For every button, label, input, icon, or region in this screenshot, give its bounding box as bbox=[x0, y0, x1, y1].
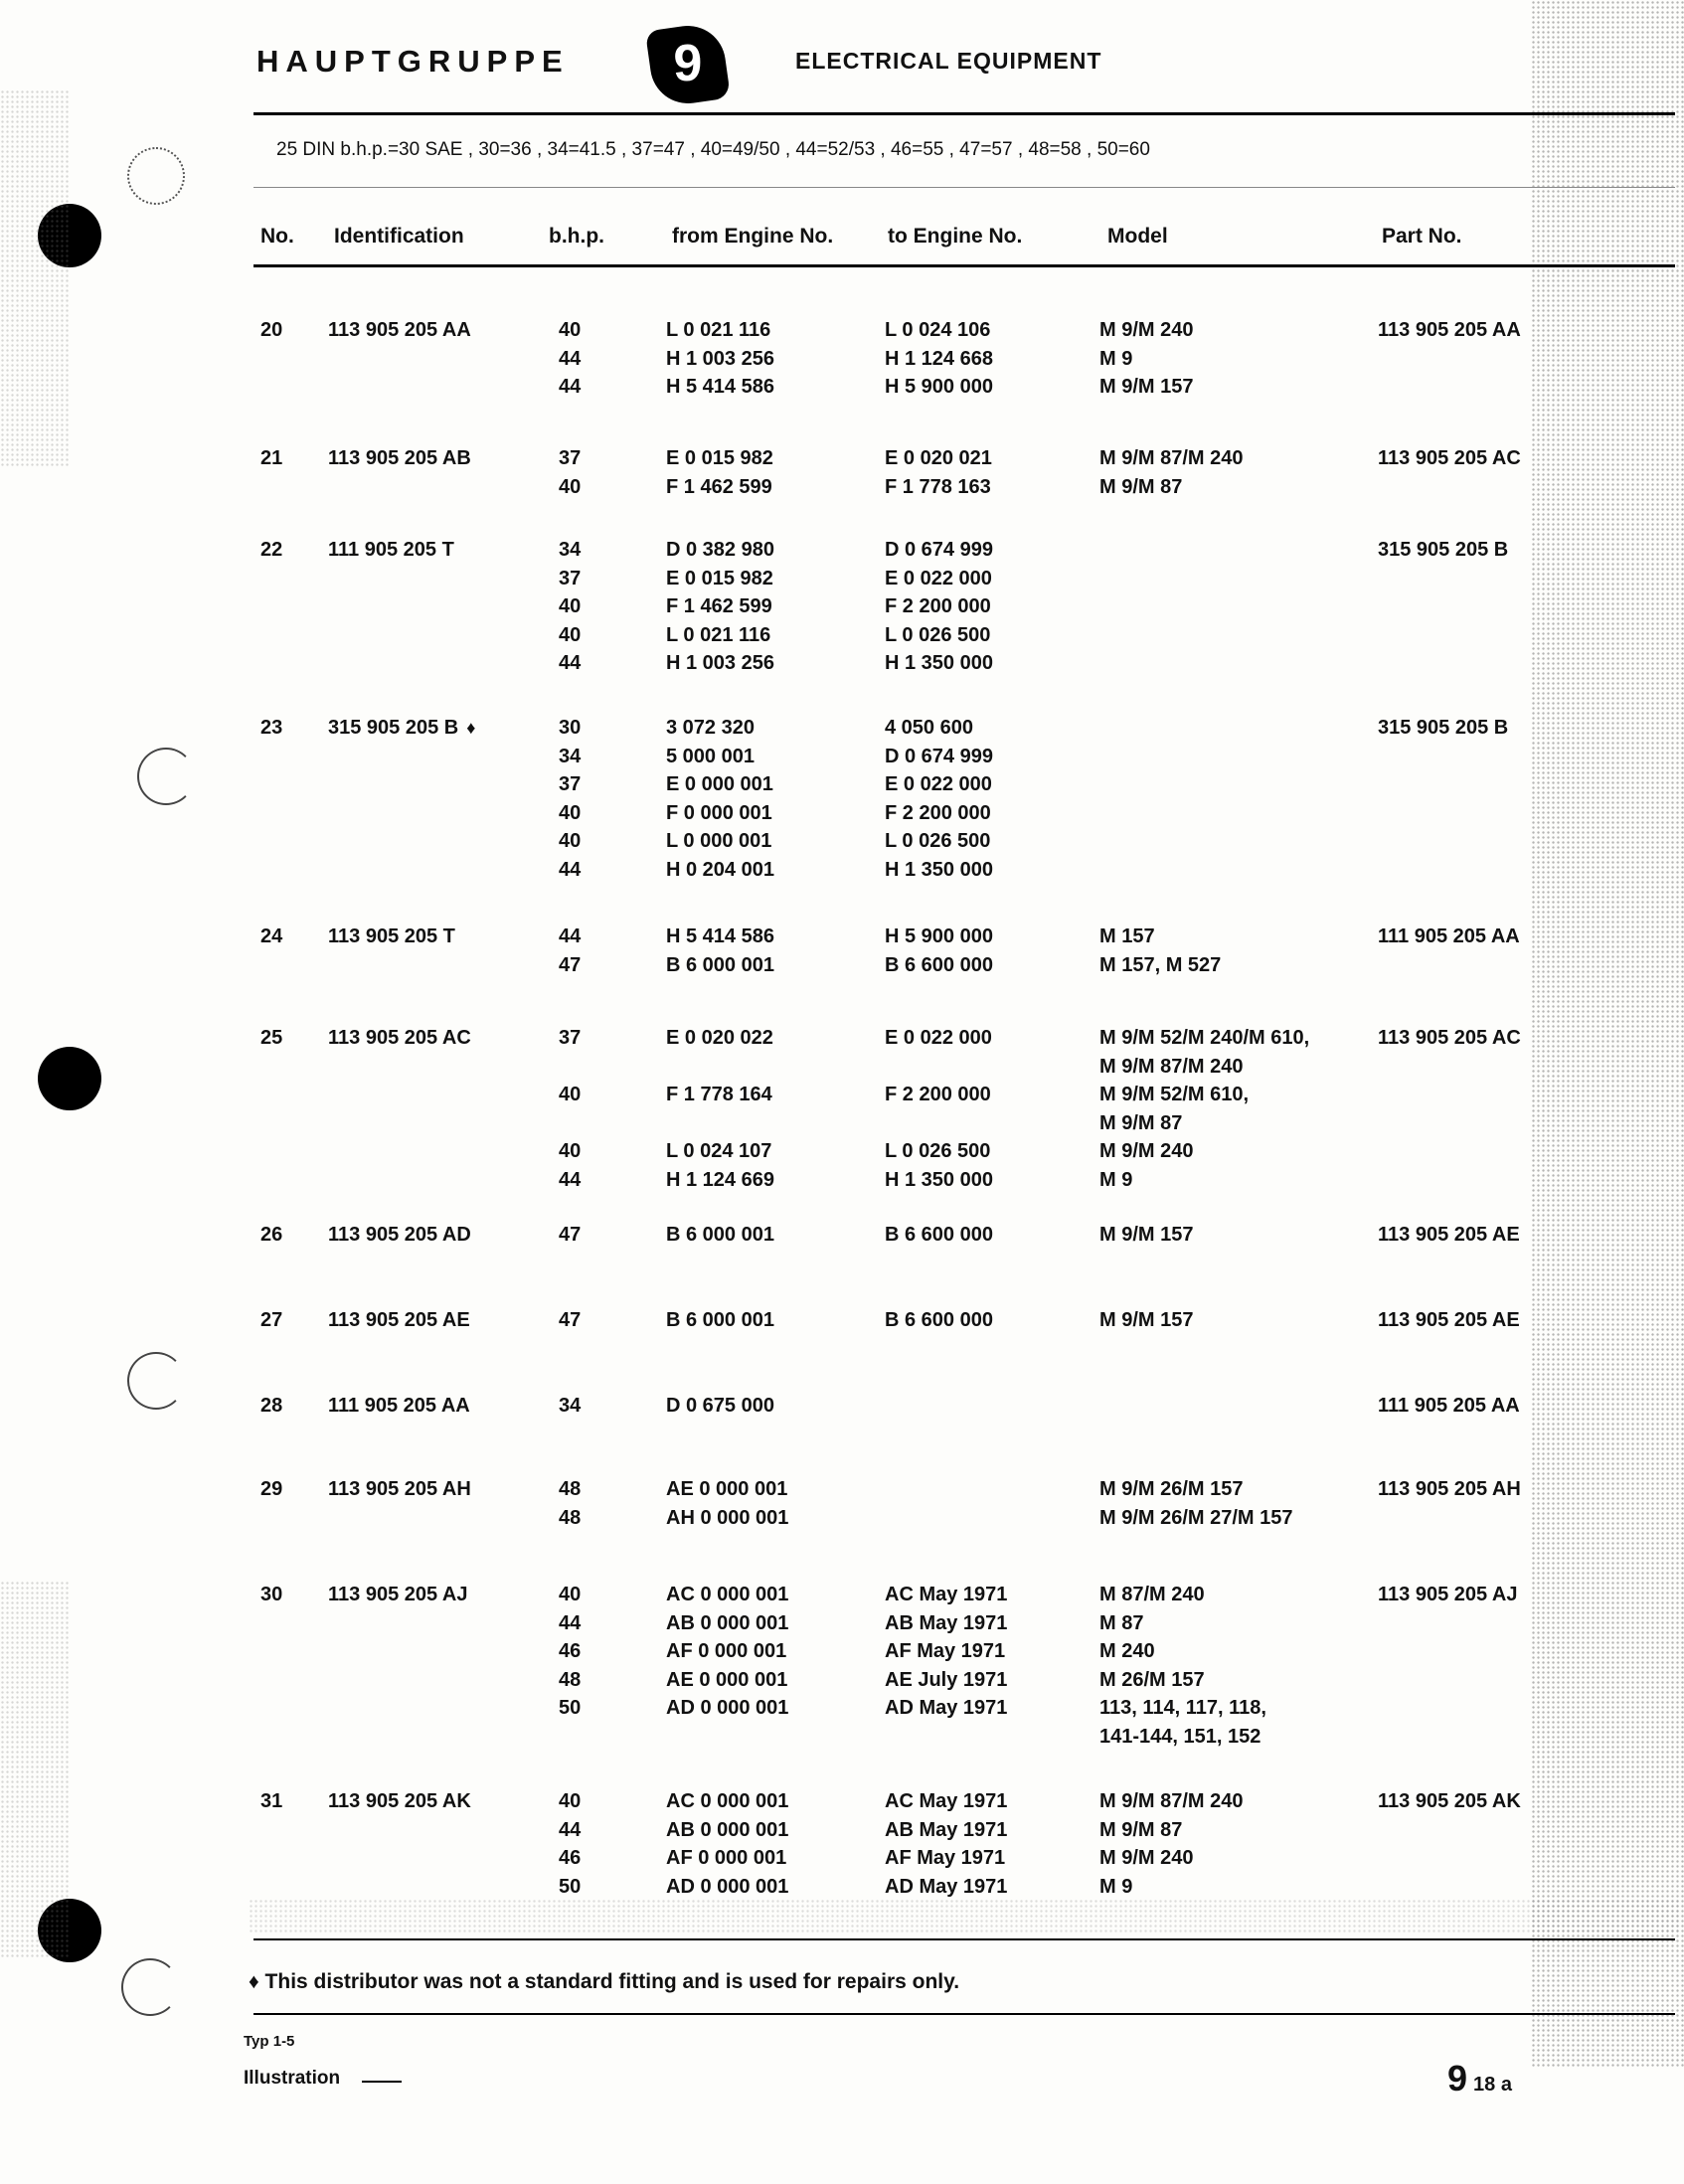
model: M 9/M 26/M 157 bbox=[1099, 1478, 1244, 1500]
model: M 9/M 87/M 240 bbox=[1099, 1790, 1244, 1812]
from-engine-no: AC 0 000 001 bbox=[666, 1790, 789, 1812]
to-engine-no: E 0 022 000 bbox=[885, 1027, 992, 1049]
model: M 157 bbox=[1099, 925, 1155, 947]
to-engine-no: B 6 600 000 bbox=[885, 953, 993, 976]
from-engine-no: B 6 000 001 bbox=[666, 953, 774, 976]
from-engine-no: 5 000 001 bbox=[666, 745, 755, 767]
to-engine-no: H 5 900 000 bbox=[885, 925, 993, 947]
bhp-value: 40 bbox=[559, 623, 582, 646]
bhp-value: 37 bbox=[559, 1027, 582, 1049]
model: M 9/M 87/M 240 bbox=[1099, 447, 1244, 469]
from-engine-no: AH 0 000 001 bbox=[666, 1506, 789, 1529]
from-engine-no: E 0 015 982 bbox=[666, 447, 773, 469]
bhp-value: 48 bbox=[559, 1668, 582, 1691]
model: M 87 bbox=[1099, 1611, 1144, 1634]
model: M 240 bbox=[1099, 1640, 1155, 1662]
to-engine-no: F 2 200 000 bbox=[885, 595, 991, 617]
page-number bbox=[1447, 2058, 1512, 2100]
illustration-line bbox=[362, 2081, 402, 2083]
bhp-value: 44 bbox=[559, 1168, 582, 1191]
to-engine-no: E 0 022 000 bbox=[885, 567, 992, 589]
from-engine-no: AE 0 000 001 bbox=[666, 1668, 788, 1691]
model: M 9/M 26/M 27/M 157 bbox=[1099, 1506, 1293, 1529]
to-engine-no: AD May 1971 bbox=[885, 1875, 1008, 1898]
binder-hole-middle bbox=[38, 1047, 101, 1110]
model: M 9/M 157 bbox=[1099, 376, 1194, 398]
col-header-part-no: Part No. bbox=[1382, 225, 1462, 248]
scan-noise bbox=[0, 89, 70, 467]
scan-noise bbox=[0, 1581, 70, 1958]
entry-number: 26 bbox=[260, 1224, 283, 1246]
from-engine-no: H 5 414 586 bbox=[666, 376, 774, 398]
model: M 9/M 52/M 240/M 610, bbox=[1099, 1027, 1310, 1049]
model: M 9/M 240 bbox=[1099, 1847, 1194, 1869]
to-engine-no: L 0 024 106 bbox=[885, 319, 991, 341]
entry-number: 28 bbox=[260, 1395, 283, 1417]
entry-number: 27 bbox=[260, 1309, 283, 1331]
entry-number: 21 bbox=[260, 447, 283, 469]
part-number: 113 905 205 AC bbox=[1378, 1027, 1521, 1049]
identification-number: 113 905 205 AB bbox=[328, 447, 471, 469]
from-engine-no: AB 0 000 001 bbox=[666, 1611, 789, 1634]
from-engine-no: L 0 021 116 bbox=[666, 319, 771, 341]
to-engine-no: AD May 1971 bbox=[885, 1697, 1008, 1719]
identification-number: 113 905 205 T bbox=[328, 925, 455, 947]
from-engine-no: AD 0 000 001 bbox=[666, 1697, 789, 1719]
entry-number: 30 bbox=[260, 1584, 283, 1605]
to-engine-no: AC May 1971 bbox=[885, 1790, 1008, 1812]
part-number: 113 905 205 AA bbox=[1378, 319, 1521, 341]
identification-number: 315 905 205 B ♦ bbox=[328, 717, 476, 739]
bhp-value: 40 bbox=[559, 1140, 582, 1162]
bhp-value: 47 bbox=[559, 1224, 582, 1246]
bhp-value: 48 bbox=[559, 1506, 582, 1529]
model: M 9/M 87 bbox=[1099, 475, 1183, 498]
entry-number: 24 bbox=[260, 925, 283, 947]
to-engine-no: F 2 200 000 bbox=[885, 801, 991, 824]
from-engine-no: AF 0 000 001 bbox=[666, 1847, 787, 1869]
ring-mark bbox=[121, 1958, 179, 2016]
bhp-value: 50 bbox=[559, 1697, 582, 1719]
model-continued: 141-144, 151, 152 bbox=[1099, 1725, 1262, 1748]
bhp-value: 46 bbox=[559, 1640, 582, 1662]
part-number: 113 905 205 AE bbox=[1378, 1309, 1520, 1331]
bhp-value: 44 bbox=[559, 858, 582, 881]
bhp-value: 37 bbox=[559, 447, 582, 469]
to-engine-no: H 1 124 668 bbox=[885, 347, 993, 370]
to-engine-no: D 0 674 999 bbox=[885, 745, 993, 767]
bhp-value: 50 bbox=[559, 1875, 582, 1898]
to-engine-no: H 1 350 000 bbox=[885, 652, 993, 674]
illustration-label: Illustration bbox=[244, 2068, 341, 2089]
part-number: 113 905 205 AH bbox=[1378, 1478, 1521, 1500]
identification-number: 113 905 205 AJ bbox=[328, 1584, 468, 1605]
from-engine-no: AF 0 000 001 bbox=[666, 1640, 787, 1662]
identification-number: 113 905 205 AH bbox=[328, 1478, 471, 1500]
to-engine-no: B 6 600 000 bbox=[885, 1224, 993, 1246]
bhp-value: 37 bbox=[559, 773, 582, 795]
from-engine-no: E 0 015 982 bbox=[666, 567, 773, 589]
from-engine-no: B 6 000 001 bbox=[666, 1309, 774, 1331]
from-engine-no: D 0 382 980 bbox=[666, 539, 774, 561]
identification-number: 113 905 205 AK bbox=[328, 1790, 471, 1812]
from-engine-no: AD 0 000 001 bbox=[666, 1875, 789, 1898]
from-engine-no: F 1 778 164 bbox=[666, 1084, 772, 1105]
bhp-value: 46 bbox=[559, 1847, 582, 1869]
model: M 9/M 157 bbox=[1099, 1224, 1194, 1246]
part-number: 111 905 205 AA bbox=[1378, 925, 1520, 947]
from-engine-no: E 0 020 022 bbox=[666, 1027, 773, 1049]
typ-label: Typ 1-5 bbox=[244, 2033, 295, 2050]
header-rule bbox=[253, 112, 1675, 115]
bhp-value: 40 bbox=[559, 801, 582, 824]
bhp-value: 44 bbox=[559, 1611, 582, 1634]
model: M 9/M 240 bbox=[1099, 319, 1194, 341]
footnote: ♦ This distributor was not a standard fitting and is used for repairs only. bbox=[249, 1970, 960, 1993]
from-engine-no: 3 072 320 bbox=[666, 717, 755, 739]
part-number: 113 905 205 AK bbox=[1378, 1790, 1521, 1812]
group-number: 9 bbox=[673, 35, 703, 93]
bhp-value: 44 bbox=[559, 376, 582, 398]
bhp-value: 48 bbox=[559, 1478, 582, 1500]
part-number: 113 905 205 AC bbox=[1378, 447, 1521, 469]
model: M 9/M 52/M 610, bbox=[1099, 1084, 1250, 1105]
identification-number: 113 905 205 AA bbox=[328, 319, 471, 341]
bhp-value: 40 bbox=[559, 1084, 582, 1105]
part-number: 113 905 205 AE bbox=[1378, 1224, 1520, 1246]
model: M 87/M 240 bbox=[1099, 1584, 1205, 1605]
bhp-value: 47 bbox=[559, 953, 582, 976]
bhp-value: 40 bbox=[559, 319, 582, 341]
from-engine-no: F 0 000 001 bbox=[666, 801, 772, 824]
from-engine-no: F 1 462 599 bbox=[666, 475, 772, 498]
entry-number: 20 bbox=[260, 319, 283, 341]
page-number-main: 9 bbox=[1447, 2058, 1468, 2099]
scan-noise bbox=[249, 1899, 1680, 1934]
bhp-value: 34 bbox=[559, 539, 582, 561]
entry-number: 31 bbox=[260, 1790, 283, 1812]
identification-number: 113 905 205 AD bbox=[328, 1224, 471, 1246]
to-engine-no: AB May 1971 bbox=[885, 1818, 1008, 1841]
to-engine-no: B 6 600 000 bbox=[885, 1309, 993, 1331]
col-header-identification: Identification bbox=[334, 225, 464, 248]
ring-mark bbox=[137, 748, 195, 805]
model-continued: M 9/M 87 bbox=[1099, 1111, 1183, 1134]
from-engine-no: E 0 000 001 bbox=[666, 773, 773, 795]
model: M 157, M 527 bbox=[1099, 953, 1222, 976]
from-engine-no: H 5 414 586 bbox=[666, 925, 774, 947]
from-engine-no: AB 0 000 001 bbox=[666, 1818, 789, 1841]
from-engine-no: H 0 204 001 bbox=[666, 858, 774, 881]
bhp-value: 44 bbox=[559, 1818, 582, 1841]
to-engine-no: AE July 1971 bbox=[885, 1668, 1008, 1691]
from-engine-no: H 1 003 256 bbox=[666, 347, 774, 370]
model: M 26/M 157 bbox=[1099, 1668, 1205, 1691]
entry-number: 25 bbox=[260, 1027, 283, 1049]
bhp-value: 37 bbox=[559, 567, 582, 589]
scan-noise bbox=[1531, 0, 1684, 2068]
from-engine-no: AE 0 000 001 bbox=[666, 1478, 788, 1500]
identification-number: 111 905 205 T bbox=[328, 539, 454, 561]
bhp-value: 34 bbox=[559, 1395, 582, 1417]
entry-number: 22 bbox=[260, 539, 283, 561]
to-engine-no: H 1 350 000 bbox=[885, 858, 993, 881]
to-engine-no: E 0 022 000 bbox=[885, 773, 992, 795]
column-header-rule bbox=[253, 264, 1675, 267]
to-engine-no: F 1 778 163 bbox=[885, 475, 991, 498]
model: M 9 bbox=[1099, 347, 1133, 370]
footer-rule bbox=[253, 2013, 1675, 2015]
to-engine-no: AC May 1971 bbox=[885, 1584, 1008, 1605]
section-title: ELECTRICAL EQUIPMENT bbox=[795, 48, 1102, 74]
bhp-value: 40 bbox=[559, 595, 582, 617]
ring-mark bbox=[127, 1352, 185, 1410]
col-header-to-engine: to Engine No. bbox=[888, 225, 1023, 248]
to-engine-no: D 0 674 999 bbox=[885, 539, 993, 561]
to-engine-no: AF May 1971 bbox=[885, 1640, 1006, 1662]
bhp-value: 34 bbox=[559, 745, 582, 767]
to-engine-no: 4 050 600 bbox=[885, 717, 973, 739]
model: 113, 114, 117, 118, bbox=[1099, 1697, 1266, 1719]
bhp-value: 44 bbox=[559, 925, 582, 947]
model-continued: M 9/M 87/M 240 bbox=[1099, 1055, 1244, 1078]
bhp-value: 44 bbox=[559, 652, 582, 674]
hp-rule bbox=[253, 187, 1675, 188]
to-engine-no: L 0 026 500 bbox=[885, 830, 991, 852]
hp-equivalents: 25 DIN b.h.p.=30 SAE , 30=36 , 34=41.5 , 37=47 , 40=49/50 , 44=52/53 , 46=55 , 47=57 , 48=58 , 50=60 bbox=[276, 139, 1150, 160]
bhp-value: 40 bbox=[559, 475, 582, 498]
model: M 9/M 157 bbox=[1099, 1309, 1194, 1331]
from-engine-no: H 1 124 669 bbox=[666, 1168, 774, 1191]
col-header-no: No. bbox=[260, 225, 294, 248]
model: M 9 bbox=[1099, 1168, 1133, 1191]
col-header-model: Model bbox=[1107, 225, 1168, 248]
identification-number: 113 905 205 AE bbox=[328, 1309, 470, 1331]
identification-number: 113 905 205 AC bbox=[328, 1027, 471, 1049]
to-engine-no: L 0 026 500 bbox=[885, 1140, 991, 1162]
entry-number: 23 bbox=[260, 717, 283, 739]
part-number: 315 905 205 B bbox=[1378, 539, 1509, 561]
to-engine-no: H 1 350 000 bbox=[885, 1168, 993, 1191]
model: M 9/M 240 bbox=[1099, 1140, 1194, 1162]
entry-number: 29 bbox=[260, 1478, 283, 1500]
from-engine-no: L 0 021 116 bbox=[666, 623, 771, 646]
model: M 9/M 87 bbox=[1099, 1818, 1183, 1841]
to-engine-no: AF May 1971 bbox=[885, 1847, 1006, 1869]
col-header-bhp: b.h.p. bbox=[549, 225, 604, 248]
bhp-value: 44 bbox=[559, 347, 582, 370]
from-engine-no: AC 0 000 001 bbox=[666, 1584, 789, 1605]
col-header-from-engine: from Engine No. bbox=[672, 225, 834, 248]
to-engine-no: L 0 026 500 bbox=[885, 623, 991, 646]
footnote-rule bbox=[253, 1938, 1675, 1940]
hauptgruppe-label: HAUPTGRUPPE bbox=[256, 44, 570, 79]
bhp-value: 47 bbox=[559, 1309, 582, 1331]
part-number: 111 905 205 AA bbox=[1378, 1395, 1520, 1417]
group-number-badge bbox=[645, 21, 731, 108]
from-engine-no: D 0 675 000 bbox=[666, 1395, 774, 1417]
from-engine-no: B 6 000 001 bbox=[666, 1224, 774, 1246]
to-engine-no: AB May 1971 bbox=[885, 1611, 1008, 1634]
part-number: 113 905 205 AJ bbox=[1378, 1584, 1518, 1605]
bhp-value: 30 bbox=[559, 717, 582, 739]
bhp-value: 40 bbox=[559, 830, 582, 852]
bhp-value: 40 bbox=[559, 1790, 582, 1812]
repair-only-marker: ♦ bbox=[466, 718, 476, 738]
page-number-sub: 18 a bbox=[1473, 2074, 1512, 2096]
part-number: 315 905 205 B bbox=[1378, 717, 1509, 739]
page-header bbox=[256, 35, 1648, 107]
model: M 9 bbox=[1099, 1875, 1133, 1898]
to-engine-no: H 5 900 000 bbox=[885, 376, 993, 398]
from-engine-no: L 0 000 001 bbox=[666, 830, 772, 852]
bhp-value: 40 bbox=[559, 1584, 582, 1605]
to-engine-no: F 2 200 000 bbox=[885, 1084, 991, 1105]
from-engine-no: F 1 462 599 bbox=[666, 595, 772, 617]
to-engine-no: E 0 020 021 bbox=[885, 447, 992, 469]
ring-mark bbox=[127, 147, 185, 205]
identification-number: 111 905 205 AA bbox=[328, 1395, 470, 1417]
from-engine-no: H 1 003 256 bbox=[666, 652, 774, 674]
from-engine-no: L 0 024 107 bbox=[666, 1140, 772, 1162]
